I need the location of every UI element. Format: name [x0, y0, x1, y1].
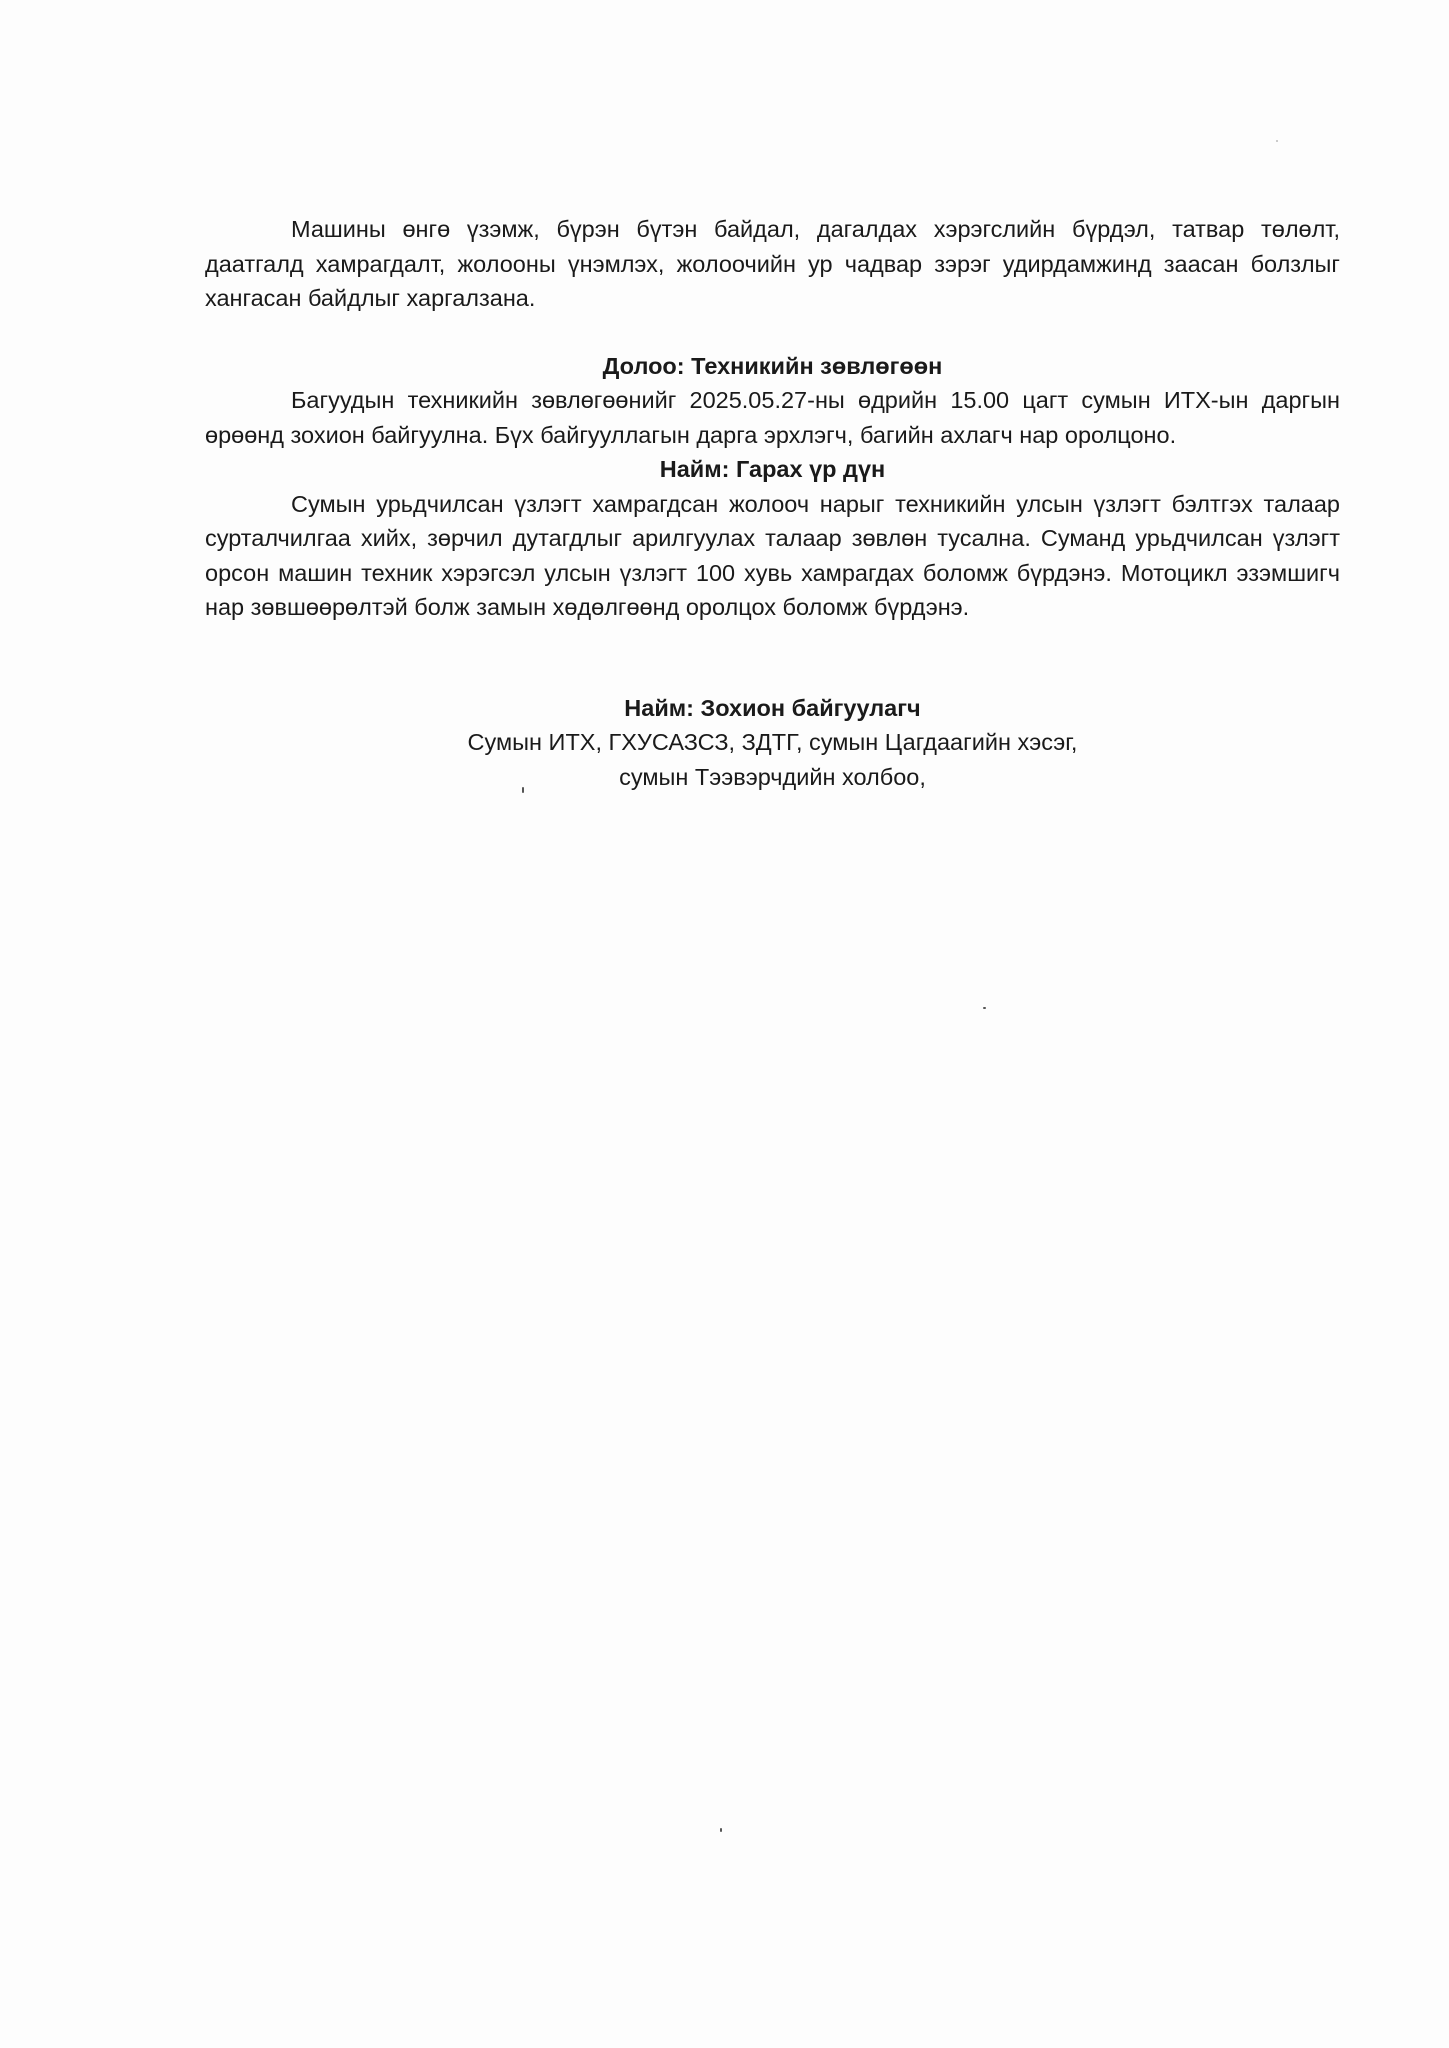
scan-speck — [522, 787, 524, 793]
paragraph-vehicle-criteria: Машины өнгө үзэмж, бүрэн бүтэн байдал, дагалдах хэрэгслийн бүрдэл, татвар төлөлт, даатгалд хамрагдалт, жолооны үнэмлэх, жолоочийн ур чадвар зэрэг удирдамжинд заасан болзлыг хангасан байдлыг харгалзана. — [205, 216, 1340, 311]
spacer — [205, 316, 1340, 349]
document-body — [205, 212, 1340, 794]
paragraph-technical-meeting: Багуудын техникийн зөвлөгөөнийг 2025.05.27-ны өдрийн 15.00 цагт сумын ИТХ-ын даргын өрөөнд зохион байгуулна. Бүх байгууллагын дарга эрхлэгч, багийн ахлагч нар оролцоно. — [205, 387, 1340, 448]
scan-speck — [983, 1007, 986, 1009]
heading-technical-meeting: Долоо: Техникийн зөвлөгөөн — [602, 352, 943, 379]
organizer-line-1: Сумын ИТХ, ГХУСАЗСЗ, ЗДТГ, сумын Цагдаагийн хэсэг, — [467, 729, 1078, 755]
organizer-line-2: сумын Тээвэрчдийн холбоо, — [619, 763, 926, 790]
scan-speck — [720, 1828, 722, 1832]
heading-organizer: Найм: Зохион байгуулагч — [624, 694, 921, 721]
paragraph-expected-results: Сумын урьдчилсан үзлэгт хамрагдсан жолооч нарыг техникийн улсын үзлэгт бэлтгэх талаар сурталчилгаа хийх, зөрчил дутагдлыг арилгуулах талаар зөвлөн тусална. Суманд урьдчилсан үзлэгт орсон машин техник хэрэгсэл улсын үзлэгт 100 хувь хамрагдах боломж бүрдэнэ. Мотоцикл эзэмшигч нар зөвшөөрөлтэй болж замын хөдөлгөөнд оролцох боломж бүрдэнэ. — [205, 490, 1340, 620]
scan-speck — [1276, 140, 1278, 142]
heading-expected-results: Найм: Гарах үр дүн — [659, 456, 886, 482]
spacer — [205, 625, 1340, 691]
